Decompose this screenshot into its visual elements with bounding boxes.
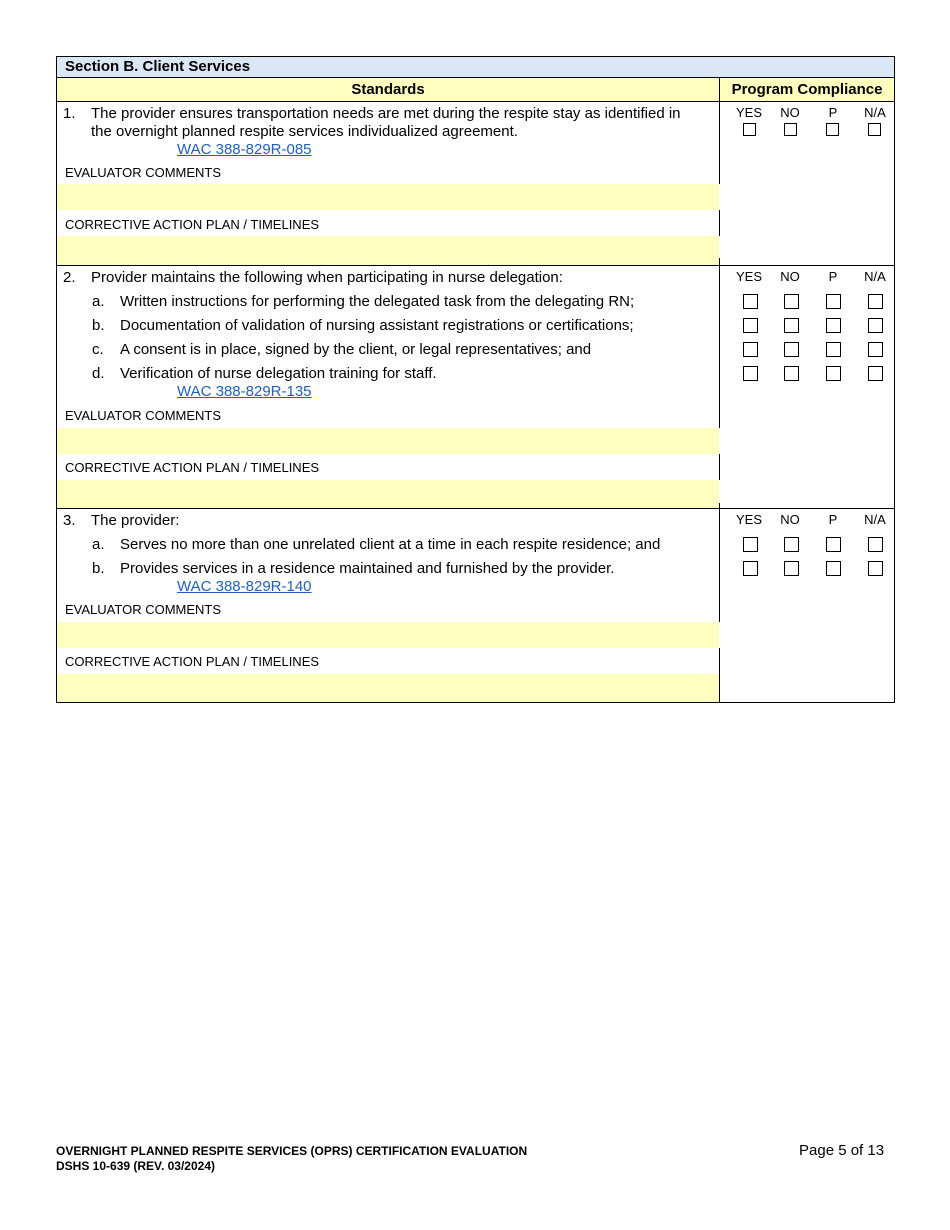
no-option-label: NO: [780, 512, 800, 527]
standard-item-2: [56, 266, 895, 509]
subitem-letter: b.: [92, 560, 105, 577]
corrective-action-label: CORRECTIVE ACTION PLAN / TIMELINES: [65, 460, 320, 475]
wac-link[interactable]: WAC 388-829R-135: [177, 383, 312, 400]
p-option-label: P: [828, 269, 838, 284]
evaluator-comments-label: EVALUATOR COMMENTS: [65, 602, 222, 617]
yes-checkbox[interactable]: [743, 294, 758, 309]
no-option-label: NO: [780, 269, 800, 284]
p-checkbox[interactable]: [826, 294, 841, 309]
subitem-text: Verification of nurse delegation training for staff.: [120, 365, 437, 382]
no-checkbox[interactable]: [784, 342, 799, 357]
corrective-action-field[interactable]: [57, 674, 719, 702]
p-checkbox[interactable]: [826, 123, 839, 136]
evaluator-comments-field[interactable]: [57, 428, 719, 454]
evaluator-comments-field[interactable]: [57, 622, 719, 648]
item-text: The provider:: [91, 512, 180, 529]
na-option-label: N/A: [864, 512, 886, 527]
client-services-form: [56, 56, 895, 703]
yes-checkbox[interactable]: [743, 318, 758, 333]
na-checkbox[interactable]: [868, 537, 883, 552]
yes-checkbox[interactable]: [743, 366, 758, 381]
p-option-label: P: [828, 105, 838, 120]
na-checkbox[interactable]: [868, 318, 883, 333]
subitem-letter: c.: [92, 341, 104, 358]
subitem-text: Written instructions for performing the delegated task from the delegating RN;: [120, 293, 635, 310]
p-checkbox[interactable]: [826, 561, 841, 576]
na-checkbox[interactable]: [868, 342, 883, 357]
column-header-row: [56, 78, 895, 102]
no-checkbox[interactable]: [784, 294, 799, 309]
no-checkbox[interactable]: [784, 561, 799, 576]
footer-form-number: DSHS 10-639 (REV. 03/2024): [56, 1159, 215, 1173]
no-checkbox[interactable]: [784, 366, 799, 381]
subitem-text: Serves no more than one unrelated client at a time in each respite residence; and: [120, 536, 661, 553]
yes-checkbox[interactable]: [743, 123, 756, 136]
no-checkbox[interactable]: [784, 537, 799, 552]
yes-checkbox[interactable]: [743, 537, 758, 552]
item-number: 3.: [63, 512, 76, 529]
standards-header: Standards: [57, 78, 720, 101]
item-number: 2.: [63, 269, 76, 286]
corrective-action-label: CORRECTIVE ACTION PLAN / TIMELINES: [65, 217, 320, 232]
standard-item-1: [56, 102, 895, 266]
section-title: Section B. Client Services: [56, 56, 895, 78]
standard-item-3: [56, 509, 895, 703]
yes-option-label: YES: [735, 105, 762, 120]
evaluator-comments-label: EVALUATOR COMMENTS: [65, 408, 222, 423]
yes-checkbox[interactable]: [743, 561, 758, 576]
na-option-label: N/A: [864, 269, 886, 284]
evaluator-comments-field[interactable]: [57, 184, 719, 210]
p-checkbox[interactable]: [826, 318, 841, 333]
yes-option-label: YES: [735, 269, 762, 284]
no-checkbox[interactable]: [784, 318, 799, 333]
p-checkbox[interactable]: [826, 342, 841, 357]
subitem-letter: b.: [92, 317, 105, 334]
item-text: Provider maintains the following when participating in nurse delegation:: [91, 269, 563, 286]
program-compliance-header: Program Compliance: [720, 78, 894, 101]
subitem-text: A consent is in place, signed by the client, or legal representatives; and: [120, 341, 592, 358]
yes-checkbox[interactable]: [743, 342, 758, 357]
wac-link[interactable]: WAC 388-829R-140: [177, 578, 312, 595]
p-option-label: P: [828, 512, 838, 527]
page-number: Page 5 of 13: [799, 1142, 885, 1159]
yes-option-label: YES: [735, 512, 762, 527]
na-option-label: N/A: [864, 105, 886, 120]
na-checkbox[interactable]: [868, 123, 881, 136]
corrective-action-field[interactable]: [57, 236, 719, 265]
subitem-letter: d.: [92, 365, 105, 382]
p-checkbox[interactable]: [826, 366, 841, 381]
no-option-label: NO: [780, 105, 800, 120]
subitem-letter: a.: [92, 293, 105, 310]
na-checkbox[interactable]: [868, 294, 883, 309]
item-text: the overnight planned respite services individualized agreement.: [91, 123, 518, 140]
subitem-text: Documentation of validation of nursing assistant registrations or certifications;: [120, 317, 634, 334]
na-checkbox[interactable]: [868, 366, 883, 381]
corrective-action-label: CORRECTIVE ACTION PLAN / TIMELINES: [65, 654, 320, 669]
wac-link[interactable]: WAC 388-829R-085: [177, 141, 312, 158]
subitem-letter: a.: [92, 536, 105, 553]
item-number: 1.: [63, 105, 76, 122]
p-checkbox[interactable]: [826, 537, 841, 552]
footer-form-title: OVERNIGHT PLANNED RESPITE SERVICES (OPRS) CERTIFICATION EVALUATION: [56, 1144, 528, 1158]
subitem-text: Provides services in a residence maintained and furnished by the provider.: [120, 560, 615, 577]
evaluator-comments-label: EVALUATOR COMMENTS: [65, 165, 222, 180]
no-checkbox[interactable]: [784, 123, 797, 136]
corrective-action-field[interactable]: [57, 480, 719, 508]
na-checkbox[interactable]: [868, 561, 883, 576]
item-text: The provider ensures transportation needs are met during the respite stay as identified in: [91, 105, 681, 122]
